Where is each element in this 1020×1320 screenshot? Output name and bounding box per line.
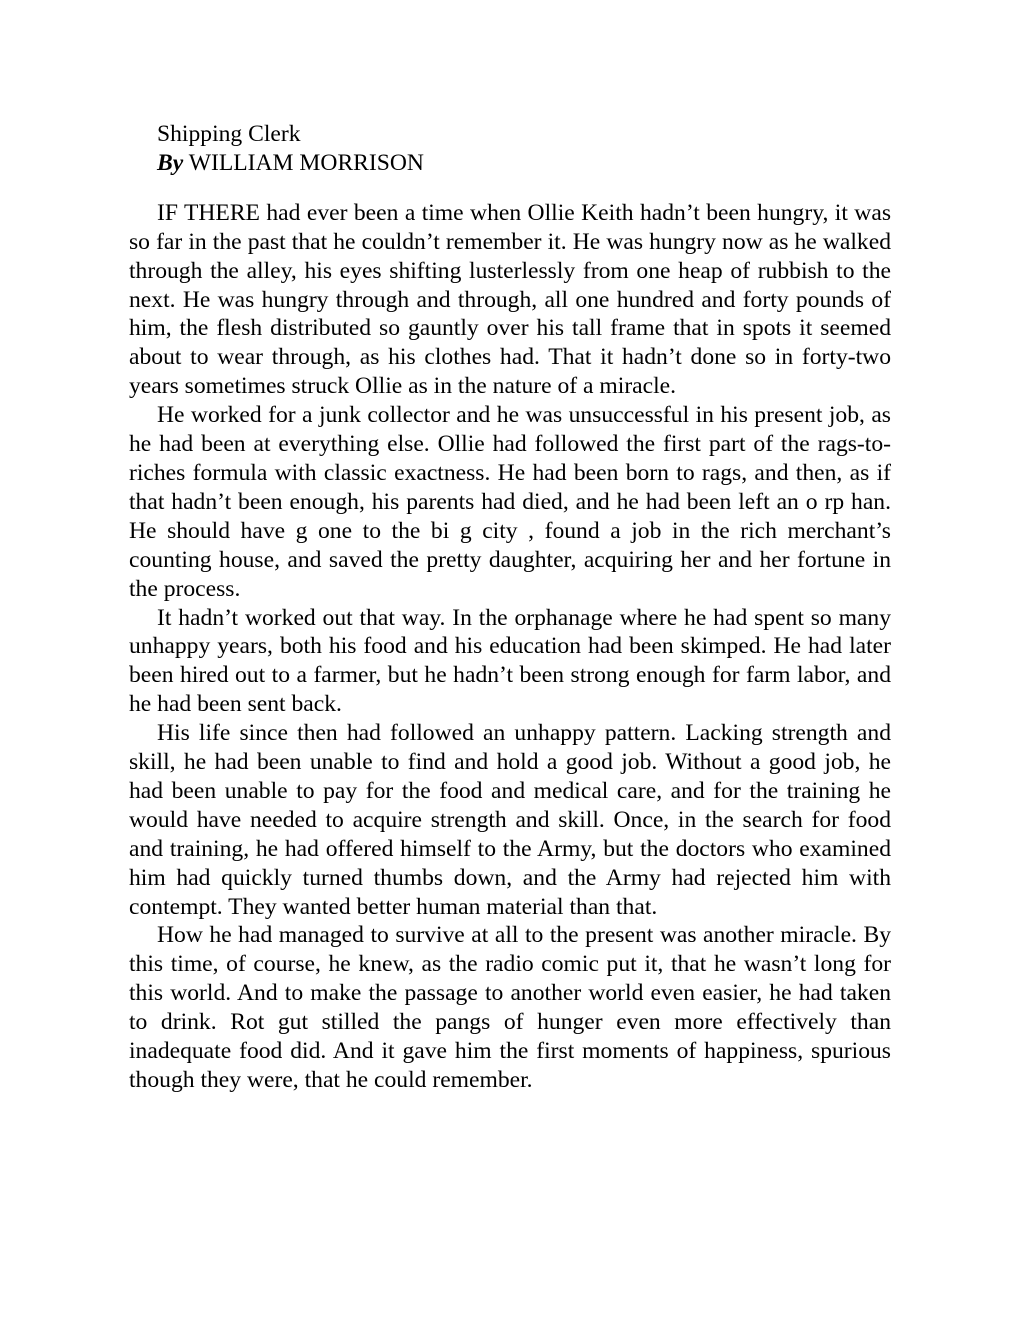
paragraph: He worked for a junk collector and he was unsuccessful in his present job, as he had been at everything else. Ollie had followed the first part of the rags-to-riches formula with classic exactness. He had been born to rags, and then, as if that hadn’t been enough, his parents had died, and he had been left an o rp han. He should have g one to the bi g city , found a job in the rich merchant’s counting house, and saved the pretty daughter, acquiring her and her fortune in the process. (129, 402, 891, 602)
story-body (129, 199, 891, 1095)
story-header (129, 120, 891, 178)
byline (157, 149, 891, 178)
paragraph: IF THERE had ever been a time when Ollie Keith hadn’t been hungry, it was so far in the past that he couldn’t remember it. He was hungry now as he walked through the alley, his eyes shifting lusterlessly from one heap of rubbish to the next. He was hungry through and through, all one hundred and forty pounds of him, the flesh distributed so gauntly over his tall frame that in spots it seemed about to wear through, as his clothes had. That it hadn’t done so in forty-two years sometimes struck Ollie as in the nature of a miracle. (129, 199, 891, 400)
author-name: WILLIAM MORRISON (188, 149, 424, 176)
document-page (129, 120, 891, 1095)
story-title: Shipping Clerk (157, 121, 301, 147)
paragraph: His life since then had followed an unhappy pattern. Lacking strength and skill, he had been unable to find and hold a good job. Without a good job, he had been unable to pay for the food and medical care, and for the training he would have needed to acquire strength and skill. Once, in the search for food and training, he had offered himself to the Army, but the doctors who examined him had quickly turned thumbs down, and the Army had rejected him with contempt. They wanted better human material than that. (129, 720, 891, 920)
paragraph: How he had managed to survive at all to the present was another miracle. By this time, of course, he knew, as the radio comic put it, that he wasn’t long for this world. And to make the passage to another world even easier, he had taken to drink. Rot gut stilled the pangs of hunger even more effectively than inadequate food did. And it gave him the first moments of happiness, spurious though they were, that he could remember. (129, 922, 891, 1093)
paragraph: It hadn’t worked out that way. In the orphanage where he had spent so many unhappy years, both his food and his education had been skimped. He had later been hired out to a farmer, but he hadn’t been strong enough for farm labor, and he had been sent back. (129, 604, 891, 718)
byline-prefix: By (157, 149, 184, 176)
